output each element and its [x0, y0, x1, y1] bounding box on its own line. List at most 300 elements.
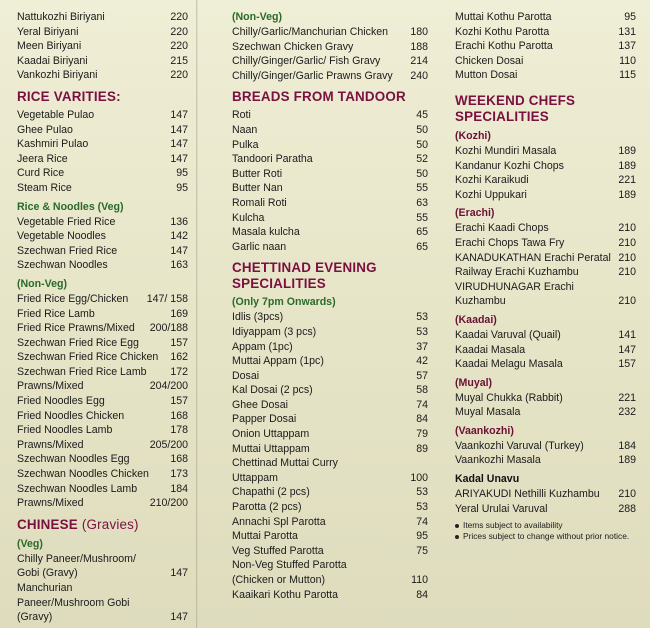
- vaankozhi-heading: (Vaankozhi): [455, 424, 514, 437]
- chinese-veg-heading: (Veg): [17, 537, 43, 550]
- menu-item: [232, 442, 428, 457]
- menu-item: [232, 427, 428, 442]
- menu-item: [232, 240, 428, 255]
- menu-item-price: 95: [416, 530, 428, 543]
- menu-item: [232, 500, 428, 515]
- menu-item: [455, 173, 636, 188]
- menu-item-price: 115: [619, 69, 636, 82]
- menu-item-price: 84: [416, 588, 428, 601]
- menu-item-name: Kozhi Mundiri Masala: [455, 144, 557, 157]
- menu-item-price: 188: [410, 40, 428, 53]
- menu-item-price: 163: [170, 259, 188, 272]
- menu-item: [232, 471, 428, 486]
- menu-item-price: 189: [618, 454, 636, 467]
- menu-item-price: 110: [411, 574, 428, 586]
- evening-time-heading: (Only 7pm Onwards): [232, 296, 336, 309]
- rice-list: [17, 108, 188, 196]
- menu-item-price: 169: [170, 307, 188, 320]
- menu-item: [455, 391, 636, 406]
- menu-item-name: Vankozhi Biriyani: [17, 69, 98, 82]
- menu-item: [455, 265, 636, 280]
- menu-item: [232, 354, 428, 369]
- menu-item: [17, 215, 188, 230]
- bullet-icon: [455, 524, 459, 528]
- menu-item-price: 168: [170, 453, 188, 466]
- menu-item-name: (Chicken or Mutton): [232, 574, 326, 586]
- menu-item: [455, 294, 636, 309]
- evening-list: [232, 310, 428, 602]
- menu-item-name: Butter Roti: [232, 167, 283, 180]
- menu-item-price: 45: [416, 109, 428, 122]
- menu-item: [17, 581, 188, 625]
- menu-item-price: 53: [416, 501, 428, 514]
- menu-item-name: Tandoori Paratha: [232, 153, 313, 166]
- menu-item-name: ARIYAKUDI Nethilli Kuzhambu: [455, 488, 600, 501]
- menu-item-name: Veg Stuffed Parotta: [232, 544, 324, 557]
- menu-item-price: 220: [170, 11, 188, 23]
- note-line: [455, 520, 636, 531]
- menu-item-price: 55: [416, 211, 428, 224]
- menu-item: [232, 398, 428, 413]
- menu-item-name: Garlic naan: [232, 240, 287, 253]
- menu-item-name: Kozhi Kothu Parotta: [455, 25, 550, 38]
- evening-title-2: SPECIALITIES: [232, 276, 326, 292]
- menu-item-price: 172: [170, 365, 188, 378]
- menu-item: [232, 383, 428, 398]
- chinese-veg-list: [17, 552, 188, 625]
- menu-item: [455, 357, 636, 372]
- menu-item: [455, 54, 636, 69]
- menu-item: [17, 108, 188, 123]
- menu-item-name: Erachi Kothu Parotta: [455, 40, 553, 53]
- menu-item: [17, 181, 188, 196]
- menu-item-name: Ghee Dosai: [232, 398, 288, 411]
- menu-item-price: 180: [410, 26, 428, 38]
- menu-item: [232, 211, 428, 226]
- menu-item-price: 189: [618, 144, 636, 157]
- menu-item-price: 53: [416, 486, 428, 499]
- menu-item-name: Masala kulcha: [232, 226, 300, 239]
- menu-item-name: Idiyappam (3 pcs): [232, 325, 317, 338]
- weekend-title-2: SPECIALITIES: [455, 108, 549, 124]
- menu-column-2: [198, 0, 438, 628]
- menu-item-name: Romali Roti: [232, 196, 287, 209]
- menu-item: [17, 350, 188, 365]
- menu-item-price: 63: [416, 196, 428, 209]
- menu-item-price: 147: [170, 123, 188, 136]
- menu-item-price: 205/200: [149, 438, 188, 451]
- vaankozhi-list: [455, 439, 636, 468]
- menu-item: [17, 54, 188, 69]
- menu-item: [232, 588, 428, 603]
- menu-item: [17, 394, 188, 409]
- menu-item-name: Erachi Chops Tawa Fry: [455, 236, 565, 249]
- menu-item-price: 210: [618, 251, 636, 264]
- menu-item: [232, 167, 428, 182]
- menu-item-price: 189: [618, 159, 636, 172]
- menu-item: [17, 423, 188, 438]
- menu-item-name: Prawns/Mixed: [17, 497, 84, 510]
- chinese-title-main: CHINESE: [17, 516, 78, 532]
- menu-item-name: Chilly Paneer/Mushroom/ Gobi (Gravy): [17, 552, 136, 580]
- menu-item: [232, 573, 428, 588]
- menu-item-price: 95: [624, 11, 636, 23]
- menu-item-price: 131: [618, 25, 636, 38]
- menu-item-price: 142: [170, 230, 188, 243]
- menu-item: [455, 39, 636, 54]
- menu-item: [17, 467, 188, 482]
- menu-item-name: Prawns/Mixed: [17, 438, 84, 451]
- menu-item: [232, 529, 428, 544]
- menu-item-name: Non-Veg Stuffed Parotta: [232, 559, 347, 572]
- menu-item-name: Chicken Dosai: [455, 54, 524, 67]
- menu-item-price: 147: [170, 152, 188, 165]
- rice-noodles-veg-list: [17, 215, 188, 273]
- menu-item: [17, 152, 188, 167]
- menu-column-1: [0, 0, 198, 628]
- menu-item-name: Idlis (3pcs): [232, 311, 284, 324]
- menu-item: [455, 487, 636, 502]
- menu-item-name: Meen Biriyani: [17, 40, 82, 53]
- menu-item-price: 75: [416, 544, 428, 557]
- menu-item: [455, 236, 636, 251]
- menu-item: [17, 336, 188, 351]
- menu-item-price: 53: [416, 325, 428, 338]
- menu-item: [232, 69, 428, 84]
- menu-item: [17, 166, 188, 181]
- menu-item-name: Kuzhambu: [455, 295, 506, 308]
- menu-item-name: Muyal Chukka (Rabbit): [455, 391, 563, 404]
- menu-item-price: 147: [618, 343, 636, 356]
- menu-item: [232, 40, 428, 55]
- menu-item: [455, 25, 636, 40]
- note-line: [455, 531, 636, 542]
- menu-item-name: Vegetable Pulao: [17, 108, 95, 121]
- chinese-nonveg-list: [232, 25, 428, 83]
- menu-item-price: 204/200: [149, 380, 188, 393]
- menu-item-name: Yeral Urulai Varuval: [455, 502, 548, 515]
- menu-item-name: Muttai Uttappam: [232, 442, 310, 455]
- menu-item: [232, 558, 428, 573]
- menu-item: [17, 379, 188, 394]
- menu-item: [232, 544, 428, 559]
- menu-item-name: Kozhi Karaikudi: [455, 174, 529, 187]
- menu-item-name: Muttai Kothu Parotta: [455, 11, 552, 23]
- menu-item-name: Fried Noodles Chicken: [17, 409, 125, 422]
- menu-item: [232, 485, 428, 500]
- menu-item: [455, 343, 636, 358]
- menu-item-name: Fried Rice Prawns/Mixed: [17, 322, 135, 335]
- menu-item-price: 184: [618, 439, 636, 452]
- menu-item-price: 110: [619, 54, 636, 67]
- menu-item-name: Dosai: [232, 369, 260, 382]
- erachi-heading: (Erachi): [455, 207, 495, 220]
- kozhi-list: [455, 144, 636, 202]
- menu-item-price: 95: [176, 181, 188, 194]
- menu-item-price: 74: [416, 398, 428, 411]
- menu-item-price: 210: [618, 222, 636, 235]
- bullet-icon: [455, 535, 459, 539]
- menu-item-name: Szechwan Noodles Lamb: [17, 482, 138, 495]
- menu-item-price: 147: [170, 244, 188, 257]
- menu-item: [232, 340, 428, 355]
- menu-item-price: 89: [416, 442, 428, 455]
- menu-item-name: Ghee Pulao: [17, 123, 73, 136]
- menu-item-name: Fried Rice Egg/Chicken: [17, 292, 129, 305]
- menu-item: [17, 292, 188, 307]
- menu-item: [232, 515, 428, 530]
- menu-item-price: 58: [416, 384, 428, 397]
- menu-item-price: 141: [618, 328, 636, 341]
- menu-item-price: 52: [416, 153, 428, 166]
- note-text: Items subject to availability: [463, 520, 563, 531]
- menu-item-price: 65: [416, 226, 428, 239]
- menu-item: [455, 280, 636, 295]
- menu-item-price: 200/188: [149, 322, 188, 335]
- menu-item-name: Kandanur Kozhi Chops: [455, 159, 564, 172]
- menu-item-name: Kaadai Varuval (Quail): [455, 328, 561, 341]
- menu-item-name: Szechwan Fried Rice Egg: [17, 336, 139, 349]
- menu-item-name: Szechwan Noodles Chicken: [17, 468, 149, 481]
- menu-item-name: Kashmiri Pulao: [17, 138, 89, 151]
- menu-item-name: Fried Noodles Lamb: [17, 424, 113, 437]
- menu-item-name: Kaadai Biriyani: [17, 54, 88, 67]
- note-text: Prices subject to change without prior notice.: [463, 531, 630, 542]
- menu-item: [232, 54, 428, 69]
- menu-item: [17, 25, 188, 40]
- menu-item: [232, 225, 428, 240]
- menu-item: [455, 251, 636, 266]
- menu-item: [232, 152, 428, 167]
- menu-item-name: Vegetable Fried Rice: [17, 215, 116, 228]
- menu-item: [232, 369, 428, 384]
- menu-item: [232, 181, 428, 196]
- menu-item-name: Kozhi Uppukari: [455, 188, 527, 201]
- menu-item-name: Szechwan Chicken Gravy: [232, 40, 354, 53]
- menu-item-price: 53: [416, 311, 428, 324]
- menu-item: [455, 221, 636, 236]
- menu-item-name: Parotta (2 pcs): [232, 501, 302, 514]
- menu-item-price: 232: [618, 406, 636, 419]
- breads-title: BREADS FROM TANDOOR: [232, 89, 406, 105]
- menu-item-price: 220: [170, 25, 188, 38]
- menu-item-price: 221: [618, 174, 636, 187]
- menu-item-name: Yeral Biriyani: [17, 25, 79, 38]
- menu-item-name: Muyal Masala: [455, 406, 521, 419]
- menu-item: [17, 365, 188, 380]
- menu-item: [455, 188, 636, 203]
- menu-item-price: 178: [170, 424, 188, 437]
- muyal-heading: (Muyal): [455, 376, 493, 389]
- menu-item-price: 214: [410, 55, 428, 68]
- menu-item: [17, 438, 188, 453]
- menu-item: [455, 68, 636, 83]
- menu-item: [232, 108, 428, 123]
- menu-item-price: 157: [618, 358, 636, 371]
- chinese-title: [17, 517, 188, 533]
- evening-title-1: CHETTINAD EVENING: [232, 260, 377, 276]
- menu-item-name: Chettinad Muttai Curry: [232, 457, 338, 470]
- menu-item-name: Papper Dosai: [232, 413, 297, 426]
- menu-item: [455, 159, 636, 174]
- menu-item-name: VIRUDHUNAGAR Erachi: [455, 280, 574, 293]
- menu-item-price: 79: [416, 428, 428, 441]
- menu-item-name: Steam Rice: [17, 181, 72, 194]
- kaadai-list: [455, 328, 636, 372]
- menu-item-price: 147/ 158: [146, 292, 188, 305]
- menu-item-price: 220: [170, 40, 188, 53]
- menu-item-name: Manchurian Paneer/Mushroom Gobi (Gravy): [17, 582, 130, 624]
- menu-item-name: Nattukozhi Biriyani: [17, 11, 105, 23]
- menu-item-name: Vaankozhi Varuval (Turkey): [455, 439, 584, 452]
- menu-item-name: Onion Uttappam: [232, 428, 310, 441]
- menu-item-name: Kaadai Melagu Masala: [455, 358, 563, 371]
- menu-item-price: 50: [416, 167, 428, 180]
- breads-list: [232, 108, 428, 254]
- menu-item-price: 57: [416, 369, 428, 382]
- menu-item-price: 162: [170, 351, 188, 364]
- menu-item-price: 210: [618, 236, 636, 249]
- menu-item-price: 137: [618, 40, 636, 53]
- menu-item-price: 37: [416, 340, 428, 353]
- menu-item: [232, 412, 428, 427]
- menu-item-name: Railway Erachi Kuzhambu: [455, 266, 579, 279]
- menu-item-name: Curd Rice: [17, 167, 65, 180]
- menu-item-price: 100: [410, 471, 428, 484]
- menu-item-price: 84: [416, 413, 428, 426]
- weekend-title-1: WEEKEND CHEFS: [455, 92, 576, 108]
- menu-item-price: 147: [170, 567, 188, 580]
- menu-item: [17, 244, 188, 259]
- menu-item: [17, 137, 188, 152]
- menu-item: [17, 258, 188, 273]
- menu-item-name: Muttai Appam (1pc): [232, 355, 324, 368]
- menu-item: [17, 68, 188, 83]
- menu-item-name: Uttappam: [232, 471, 278, 484]
- menu-item: [455, 405, 636, 420]
- menu-item: [455, 453, 636, 468]
- menu-item-name: Kulcha: [232, 211, 265, 224]
- menu-item-name: Pulka: [232, 138, 259, 151]
- menu-item-price: 210/200: [149, 497, 188, 510]
- menu-item: [232, 25, 428, 40]
- menu-item: [17, 321, 188, 336]
- menu-item-name: Appam (1pc): [232, 340, 293, 353]
- kozhi-heading: (Kozhi): [455, 129, 491, 142]
- menu-item-name: Roti: [232, 109, 251, 122]
- menu-item: [17, 307, 188, 322]
- erachi-list: [455, 221, 636, 309]
- menu-item-name: Naan: [232, 123, 258, 136]
- rice-varieties-title: RICE VARITIES:: [17, 88, 121, 104]
- menu-item-name: KANADUKATHAN Erachi Peratal: [455, 251, 611, 264]
- menu-item: [17, 229, 188, 244]
- menu-item: [232, 196, 428, 211]
- menu-item-price: 136: [170, 215, 188, 228]
- menu-item-name: Kaaikari Kothu Parotta: [232, 588, 338, 601]
- menu-item-price: 157: [170, 395, 188, 408]
- menu-item: [17, 452, 188, 467]
- kothu-parotta-list: [455, 10, 636, 83]
- menu-item-price: 157: [170, 336, 188, 349]
- menu-item-price: 210: [618, 488, 636, 501]
- menu-item-price: 147: [170, 611, 188, 624]
- menu-column-3: [438, 0, 650, 628]
- menu-item-price: 168: [170, 409, 188, 422]
- menu-item-name: Prawns/Mixed: [17, 380, 84, 393]
- menu-item: [17, 409, 188, 424]
- menu-item-price: 173: [170, 468, 188, 481]
- menu-item-price: 288: [618, 502, 636, 515]
- menu-item-price: 74: [416, 515, 428, 528]
- chinese-nonveg-heading: (Non-Veg): [232, 11, 283, 23]
- menu-item-name: Annachi Spl Parotta: [232, 515, 326, 528]
- menu-item-name: Fried Rice Lamb: [17, 307, 95, 320]
- biriyani-list: [17, 10, 188, 83]
- kadal-unavu-list: [455, 487, 636, 516]
- rice-noodles-nonveg-heading: (Non-Veg): [17, 277, 68, 290]
- rice-noodles-nonveg-list: [17, 292, 188, 511]
- menu-item-name: Fried Noodles Egg: [17, 395, 105, 408]
- menu-item-price: 42: [416, 355, 428, 368]
- menu-item: [17, 496, 188, 511]
- menu-item-price: 215: [170, 54, 188, 67]
- menu-item-name: Szechwan Fried Rice: [17, 244, 118, 257]
- menu-item-name: Kal Dosai (2 pcs): [232, 384, 313, 397]
- menu-item-price: 220: [170, 69, 188, 82]
- menu-item: [455, 439, 636, 454]
- menu-item: [232, 325, 428, 340]
- menu-item-name: Muttai Parotta: [232, 530, 298, 543]
- menu-item-price: 147: [170, 108, 188, 121]
- chinese-title-sub: (Gravies): [81, 516, 139, 532]
- menu-item-name: Szechwan Noodles: [17, 259, 108, 272]
- menu-item: [455, 144, 636, 159]
- menu-item-name: Vegetable Noodles: [17, 230, 106, 243]
- menu-item: [232, 138, 428, 153]
- menu-item-price: 189: [618, 188, 636, 201]
- menu-item: [17, 10, 188, 25]
- menu-item-name: Szechwan Fried Rice Lamb: [17, 365, 147, 378]
- menu-item: [17, 482, 188, 497]
- menu-item: [232, 456, 428, 471]
- menu-item: [455, 502, 636, 517]
- menu-item-price: 210: [618, 266, 636, 279]
- menu-item: [17, 39, 188, 54]
- menu-item-name: Chapathi (2 pcs): [232, 486, 310, 499]
- menu-item-name: Kaadai Masala: [455, 343, 526, 356]
- menu-item-name: Szechwan Fried Rice Chicken: [17, 351, 159, 364]
- menu-item-name: Jeera Rice: [17, 152, 68, 165]
- menu-item-price: 55: [416, 182, 428, 195]
- menu-item-price: 147: [170, 138, 188, 151]
- menu-item-price: 240: [410, 69, 428, 82]
- menu-item-price: 221: [618, 391, 636, 404]
- menu-item-price: 184: [170, 482, 188, 495]
- muyal-list: [455, 391, 636, 420]
- menu-item: [232, 310, 428, 325]
- menu-item: [17, 123, 188, 138]
- kadal-unavu-heading: Kadal Unavu: [455, 473, 520, 486]
- menu-item-price: 210: [618, 295, 636, 308]
- menu-item-name: Chilly/Ginger/Garlic Prawns Gravy: [232, 69, 393, 82]
- menu-item: [232, 123, 428, 138]
- menu-item-name: Szechwan Noodles Egg: [17, 453, 130, 466]
- menu-item-name: Chilly/Ginger/Garlic/ Fish Gravy: [232, 55, 381, 68]
- kaadai-heading: (Kaadai): [455, 313, 497, 326]
- notes: [455, 520, 636, 542]
- menu-item-price: 50: [416, 138, 428, 151]
